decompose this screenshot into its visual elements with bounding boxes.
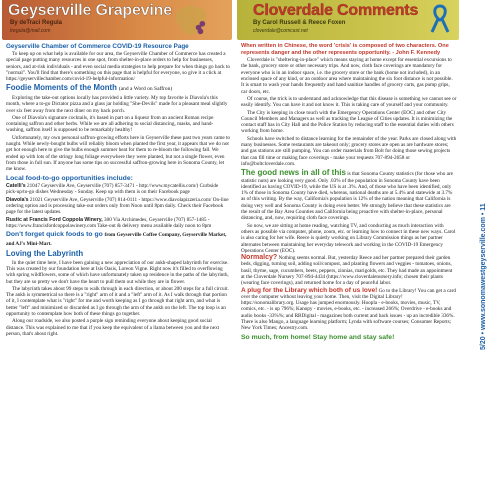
business-listing (6, 197, 230, 216)
foodie-title: Foodie Moments of the Month (6, 83, 117, 93)
column-byline: By deTraci Regula (10, 20, 63, 26)
quick-foods-suffix: from Geyserville Coffee Company, Geyserville Market, and AJ's Mini-Mart. (6, 232, 227, 247)
labyrinth-paragraph-3: Along our roadside, we also posted a purple sign reminding everyone about keeping good social distance. This was explained to me that if you keep the equivalent of a llama between you and the next person, that's about right. (6, 318, 220, 337)
business-name: Rustic at Francis Ford Coppola Winery, (6, 216, 103, 223)
good-news-text: is that Sonoma County statistics (for those who are statistic nuts) are looking very good. Only .03% of the population in Sonoma County have been identified as having COVID-19, while the US is at .3%. And, of those who have been identified, only 1% of those in Sonoma County have died, whereas, national deaths are at 5.4% and statewide at 3.7% as of this writing. By the way, California's population is 12% of the nation meaning that California is doing very well and Sonoma County is doing even better. We strongly believe that these statistics are the result of the Bay Area Counties and California being proactive with shelter-in-place, personal distancing, and, now, requiring cloth face coverings. (241, 171, 453, 222)
quick-foods-heading (6, 231, 230, 248)
geyserville-column (2, 0, 232, 480)
closing-line: So much, from home! Stay home and stay safe! (241, 333, 395, 341)
kennedy-quote: When written in Chinese, the word 'crisis' is composed of two characters. One represents danger and the other represents opportunity. - John F. Kennedy (241, 43, 449, 56)
column-title: Geyserville Grapevine (8, 2, 172, 19)
cloverdale-column (237, 0, 459, 480)
quick-foods-title: Don't forget quick foods to go (6, 231, 103, 239)
grape-leaf-icon (172, 3, 210, 37)
ribbon-icon (427, 4, 453, 34)
foodie-paragraph-1: Exploring the take-out options locally has provided a little variety. My top favorite is Diavola's this month, where a to-go Dictator pizza and a glass jar holding "She-Devils" made for a pleasant meal slightly over six feet away from the next diner on my back porch. (6, 94, 228, 114)
page-footer-text (478, 0, 490, 470)
labyrinth-paragraph-2: The labyrinth takes about 99 steps to walk through in each direction, or about 200 steps for a full circuit. The ankh is symmetrical so there is a "right" arm of it and a "left" arm of it. As I walk through that portion of it, I contemplate what is "right" for me and worth keeping as I go through that right arm, and what is better "left" and minimized or discarded as I go through the arm of the ankh on the left. The top loop is an opportunity to contemplate how both of these things go together. (6, 285, 229, 317)
page-footer-sidebar (463, 0, 487, 480)
business-name: Diavola's (6, 196, 29, 203)
foodie-paragraph-2: One of Diavola's signature cocktails, it's based in part on a liqueur from an ancient Roman recipe containing saffron and other herbs. While we are all adhering to social distancing, masks, and hand-washing, saffron itself is supposed to be remarkably healthy! (6, 114, 214, 134)
business-details: 21021 Geyserville Ave, Geyserville (707) 814-0111 - https://www.diavolapizzeria.com/ On-line ordering option and is processing take-out orders only from Noon until 8pm daily. Check their Facebook page for the latest updates. (6, 196, 229, 216)
column-email: cloverdale@comcast.net (253, 28, 308, 34)
foodie-subtitle: (and a Word on Saffron) (118, 86, 173, 93)
business-name: Catelli's (6, 183, 26, 190)
normalcy-heading: Normalcy? (241, 254, 278, 262)
schools-paragraph: Schools have switched to distance learning for the remainder of the year. Parks are closed along with many businesses. Some restaurants are takeout only; grocery stores are open as are hardware stores; and gas stations are still pumping. You can order materials from Bolt for doing those sewing projects that can fill time or making face coverings - make your requests 707-894-2658 or info@boltcloverdale.com. (241, 135, 457, 167)
labyrinth-heading: Loving the Labyrinth (6, 249, 84, 259)
home-paragraph: So now, we are sitting at home reading, watching TV, and conducting as much interaction with others as possible via computer, phone, zoom, etc. or learning how to connect in these new ways. Carol is also caring for her wife. Reece is quietly working on Library Commission things as her partner alternates between maintaining her everyday telework and working in the COVID-19 Emergency Operations Center (EOC). (241, 222, 456, 254)
normalcy-text: Nothing seems normal. But, yesterday Reece and her partner prepared their garden beds, digging, turning soil, adding soil/compost, and planting flowers and veggies - tomatoes, onions, basil, thyme, sage, cucumbers, beets, peppers, zinnias, marigolds, etc. They had made an appointment at the Cloverdale Nursery 707-894-4434 (https://www.cloverdalenursery.info; chosen their plants (wearing face coverings), and returned home for a day of peaceful labor. (241, 255, 453, 287)
chamber-heading: Geyserville Chamber of Commerce COVID-19 Resource Page (6, 43, 189, 50)
chamber-paragraph: To keep up on what help is available for our area, the Geyserville Chamber of Commerce has created a special page putting many resources in one spot, from shelter-in-place orders to help for businesses, seniors, and at-risk individuals - and even social media strategies to help prepare for when things go back to "normal". You'll find that there's something on this page that is helpful for everyone, so give it a click at https://geyservillechamber.com/covid-19-helpful-information/ (6, 51, 231, 83)
shelter-paragraph: Cloverdale is "sheltering-in-place" which means staying at home except for essential excursions to the bank, grocery store or other necessary trips. And now, cloth face coverings are mandatory for everyone who is in an indoor space, i.e. the grocery store or the bank (home not included), in an enclosed space of any kind, or an outdoor area where maintaining the six foot distance is not possible. It is smart to wash your hands frequently and hand sanitize handles of grocery carts, gas pump grips, car doors, etc. (241, 57, 453, 95)
geyserville-banner (2, 0, 232, 40)
good-news-paragraph (241, 168, 457, 221)
business-details: 21047 Geyserville Ave, Geyserville (707) 857-3471 - http://www.mycatellis.com/) Curbside pick-up/to-go dishes Wednesday - Sunday. Keep up with them is on their Facebook page (6, 183, 219, 196)
good-news-heading: The good news in all of this (241, 168, 346, 178)
column-byline: By Carol Russell & Reece Foxen (253, 20, 346, 26)
city-paragraph: The City is keeping in close touch with the Emergency Operations Center (EOC) and other City Council Members and Managers as well as tracking the League of Cities updates. It is minimizing the contact staff has in City Hall and the Police Station by reducing staff to the essential duties with others working from home. (241, 109, 454, 135)
foodie-paragraph-3: Unfortunately, my own personal saffron-growing efforts here in Geyserville these past two years came to naught. While newly-bought bulbs will reliably bloom when planted the first year, it appears that we do not get hot enough here to give the bulbs enough summer heat for them to re-bloom the following fall. We ended up with lots of the stringy long foliage everywhere they were planted, but not a single flower, even from those in full sun. If anyone has some tips on successful saffron-growing here in Sonoma County, let me know. (6, 134, 231, 173)
cloverdale-banner (237, 0, 459, 40)
library-paragraph (241, 288, 457, 332)
library-text: Go to the Library! You can get a card over the computer without leaving your home. Then, visit the Digital Library! https://sonomalibrary.org. Usage has jumped enormously. Hoopla - e-books, movies, music, TV, comics, etc. - is up 796%; Kanopy - movies, e-books, etc. - increased 266%; Overdrive - e-books and audio books -33%%; and RBDigital - magazines both current and back issues - up an incredible 336%. There is also Mango, a language learning platform; Lynda with software courses; Consumer Reports; New York Times; Ancestry.com. (241, 287, 456, 332)
foodie-heading (6, 84, 230, 94)
labyrinth-paragraph-1: In the quiet time here, I have been gaining a new appreciation of our ankh-shaped labyrinth for exercise. This was created by our foundation here at Isis Oasis, Loreon Vigne. Right now it's filled to overflowing with spring wildflowers, some of which have unfortunately taken up residence in the paths of the labyrinth, but they are so pretty we don't have the heart to pull them out while they are in flower. (6, 259, 229, 285)
library-heading: A plug for the Library which both of us love! (241, 286, 378, 294)
local-food-heading: Local food-to-go opportunities include: (6, 174, 133, 182)
business-details: 300 Via Archimedes, Geyserville (707) 857-1485 - https://www.francisfordcoppolawinery.com Take-out & delivery menu available daily noon to 8pm (6, 216, 212, 229)
column-title: Cloverdale Comments (253, 2, 419, 19)
column-email: tregula@mail.com (10, 28, 51, 34)
footer-label: 5/20 • www.sonomawestgeyserville.com • 11 (480, 203, 487, 350)
business-listing (6, 183, 230, 196)
normalcy-paragraph (241, 255, 457, 286)
disease-paragraph: Of course, the trick is to understand and acknowledge that this disease is something we cannot see or easily identify. You can have it and not know it. This is taking care of yourself and your community. (241, 95, 457, 109)
business-listing (6, 217, 230, 230)
